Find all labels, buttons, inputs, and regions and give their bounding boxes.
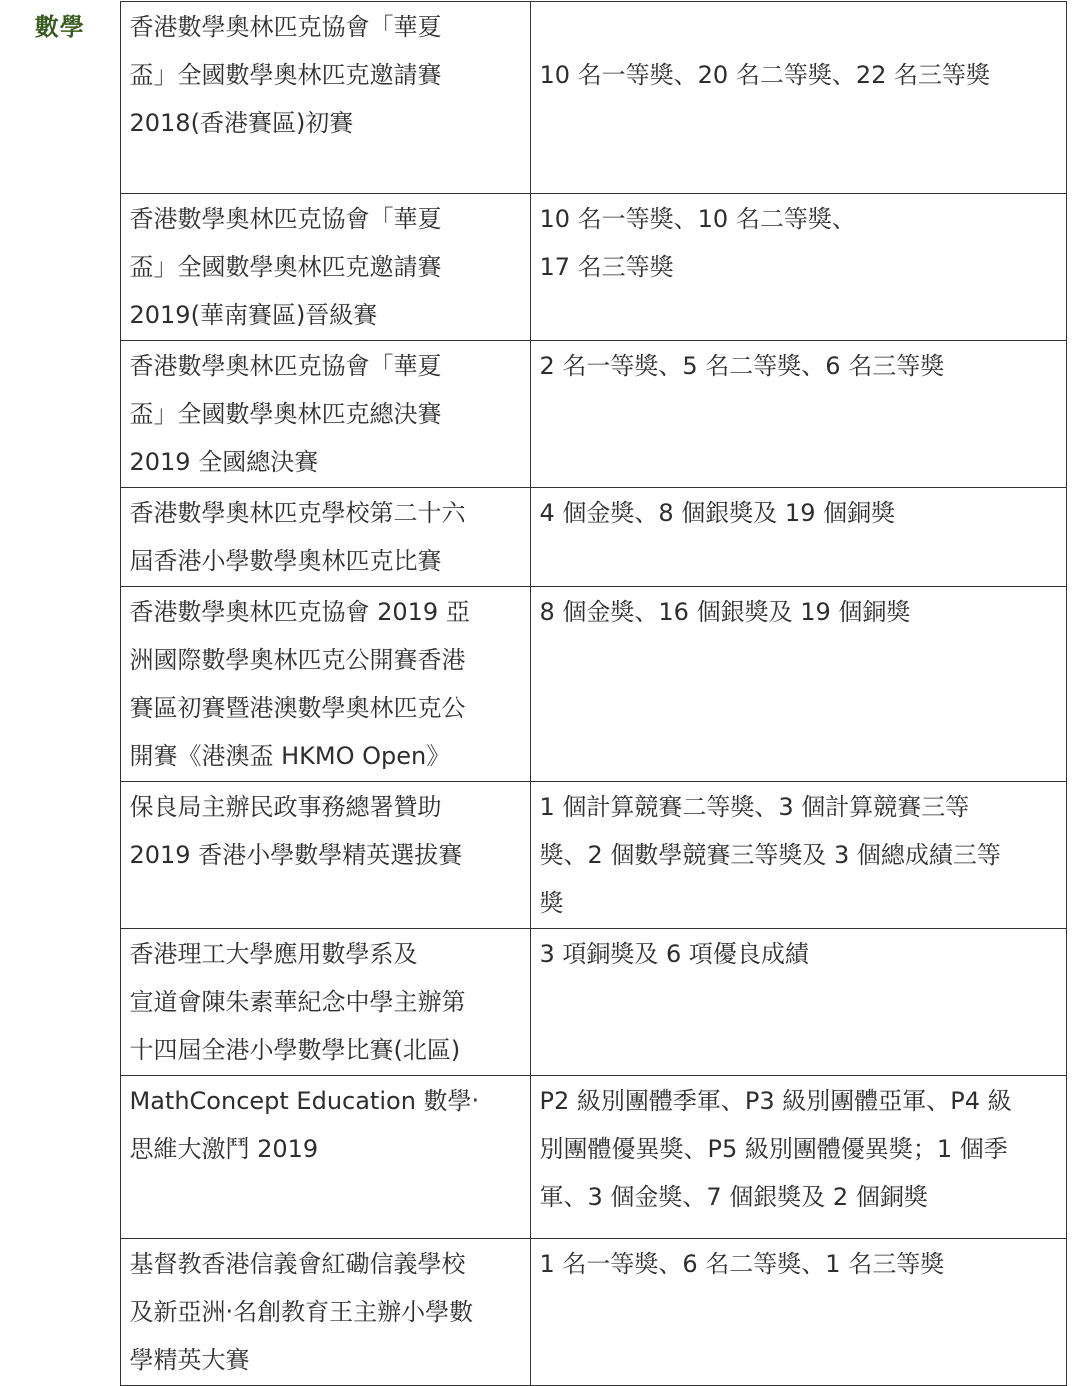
competition-line: 宣道會陳朱素華紀念中學主辦第 bbox=[129, 988, 466, 1016]
competition-line: 基督教香港信義會紅磡信義學校 bbox=[129, 1250, 466, 1278]
competition-line: 香港理工大學應用數學系及 bbox=[129, 940, 418, 968]
competition-cell bbox=[120, 194, 530, 341]
table-row bbox=[0, 341, 1066, 488]
result-cell bbox=[530, 341, 1066, 488]
result-line: 10 名一等獎、10 名二等獎、 bbox=[539, 205, 856, 233]
competition-cell bbox=[120, 587, 530, 782]
result-cell bbox=[530, 782, 1066, 929]
result-line: P2 級別團體季軍、P3 級別團體亞軍、P4 級 bbox=[539, 1087, 1012, 1115]
table-row bbox=[0, 1076, 1066, 1239]
competition-line: 香港數學奧林匹克協會 2019 亞 bbox=[129, 598, 470, 626]
competition-line: 保良局主辦民政事務總署贊助 bbox=[129, 793, 442, 821]
competition-line: 屆香港小學數學奧林匹克比賽 bbox=[129, 547, 442, 575]
competition-cell bbox=[120, 929, 530, 1076]
result-line: 軍、3 個金獎、7 個銀獎及 2 個銅獎 bbox=[539, 1183, 928, 1211]
result-cell bbox=[530, 587, 1066, 782]
subject-cell bbox=[0, 2, 120, 1386]
competition-line: 2018(香港賽區)初賽 bbox=[129, 109, 354, 137]
competition-line: 洲國際數學奧林匹克公開賽香港 bbox=[129, 646, 466, 674]
competition-line: 2019 香港小學數學精英選拔賽 bbox=[129, 841, 463, 869]
result-cell bbox=[530, 2, 1066, 194]
competition-line: 香港數學奧林匹克協會「華夏 bbox=[129, 205, 442, 233]
table-row bbox=[0, 194, 1066, 341]
competition-cell bbox=[120, 782, 530, 929]
competition-line: 香港數學奧林匹克協會「華夏 bbox=[129, 352, 442, 380]
table-row bbox=[0, 2, 1066, 194]
competition-cell bbox=[120, 1239, 530, 1386]
competition-cell bbox=[120, 341, 530, 488]
competition-line: 2019 全國總決賽 bbox=[129, 448, 319, 476]
result-cell bbox=[530, 1239, 1066, 1386]
result-line: 1 個計算競賽二等獎、3 個計算競賽三等 bbox=[539, 793, 970, 821]
result-line: 2 名一等獎、5 名二等獎、6 名三等獎 bbox=[539, 352, 945, 380]
result-line: 3 項銅獎及 6 項優良成績 bbox=[539, 940, 809, 968]
result-line: 17 名三等獎 bbox=[539, 253, 674, 281]
competition-line: 香港數學奧林匹克學校第二十六 bbox=[129, 499, 466, 527]
result-cell bbox=[530, 488, 1066, 587]
result-line: 獎 bbox=[539, 889, 564, 917]
table-row bbox=[0, 929, 1066, 1076]
competition-line: 思維大激鬥 2019 bbox=[129, 1135, 319, 1163]
table-row bbox=[0, 587, 1066, 782]
table-row bbox=[0, 782, 1066, 929]
competition-cell bbox=[120, 1076, 530, 1239]
competition-line: MathConcept Education 數學‧ bbox=[129, 1087, 480, 1115]
table-row bbox=[0, 488, 1066, 587]
competition-line: 盃」全國數學奧林匹克邀請賽 bbox=[129, 61, 442, 89]
result-line: 別團體優異獎、P5 級別團體優異獎；1 個季 bbox=[539, 1135, 1008, 1163]
result-line: 10 名一等獎、20 名二等獎、22 名三等獎 bbox=[539, 61, 991, 89]
competition-line: 盃」全國數學奧林匹克邀請賽 bbox=[129, 253, 442, 281]
result-line: 4 個金獎、8 個銀獎及 19 個銅獎 bbox=[539, 499, 896, 527]
result-line: 獎、2 個數學競賽三等獎及 3 個總成績三等 bbox=[539, 841, 1001, 869]
subject-label: 數學 bbox=[34, 12, 85, 41]
result-line: 8 個金獎、16 個銀獎及 19 個銅獎 bbox=[539, 598, 911, 626]
result-line: 1 名一等獎、6 名二等獎、1 名三等獎 bbox=[539, 1250, 945, 1278]
competition-line: 開賽《港澳盃 HKMO Open》 bbox=[129, 742, 451, 770]
competition-line: 盃」全國數學奧林匹克總決賽 bbox=[129, 400, 442, 428]
result-cell bbox=[530, 194, 1066, 341]
competition-line: 及新亞洲‧名創教育王主辦小學數 bbox=[129, 1298, 474, 1326]
competition-line: 賽區初賽暨港澳數學奧林匹克公 bbox=[129, 694, 466, 722]
awards-table bbox=[0, 1, 1067, 1386]
competition-line: 學精英大賽 bbox=[129, 1346, 250, 1374]
result-cell bbox=[530, 1076, 1066, 1239]
competition-line: 十四屆全港小學數學比賽(北區) bbox=[129, 1036, 461, 1064]
competition-line: 2019(華南賽區)晉級賽 bbox=[129, 301, 378, 329]
competition-line: 香港數學奧林匹克協會「華夏 bbox=[129, 13, 442, 41]
competition-cell bbox=[120, 2, 530, 194]
table-row bbox=[0, 1239, 1066, 1386]
competition-cell bbox=[120, 488, 530, 587]
result-cell bbox=[530, 929, 1066, 1076]
